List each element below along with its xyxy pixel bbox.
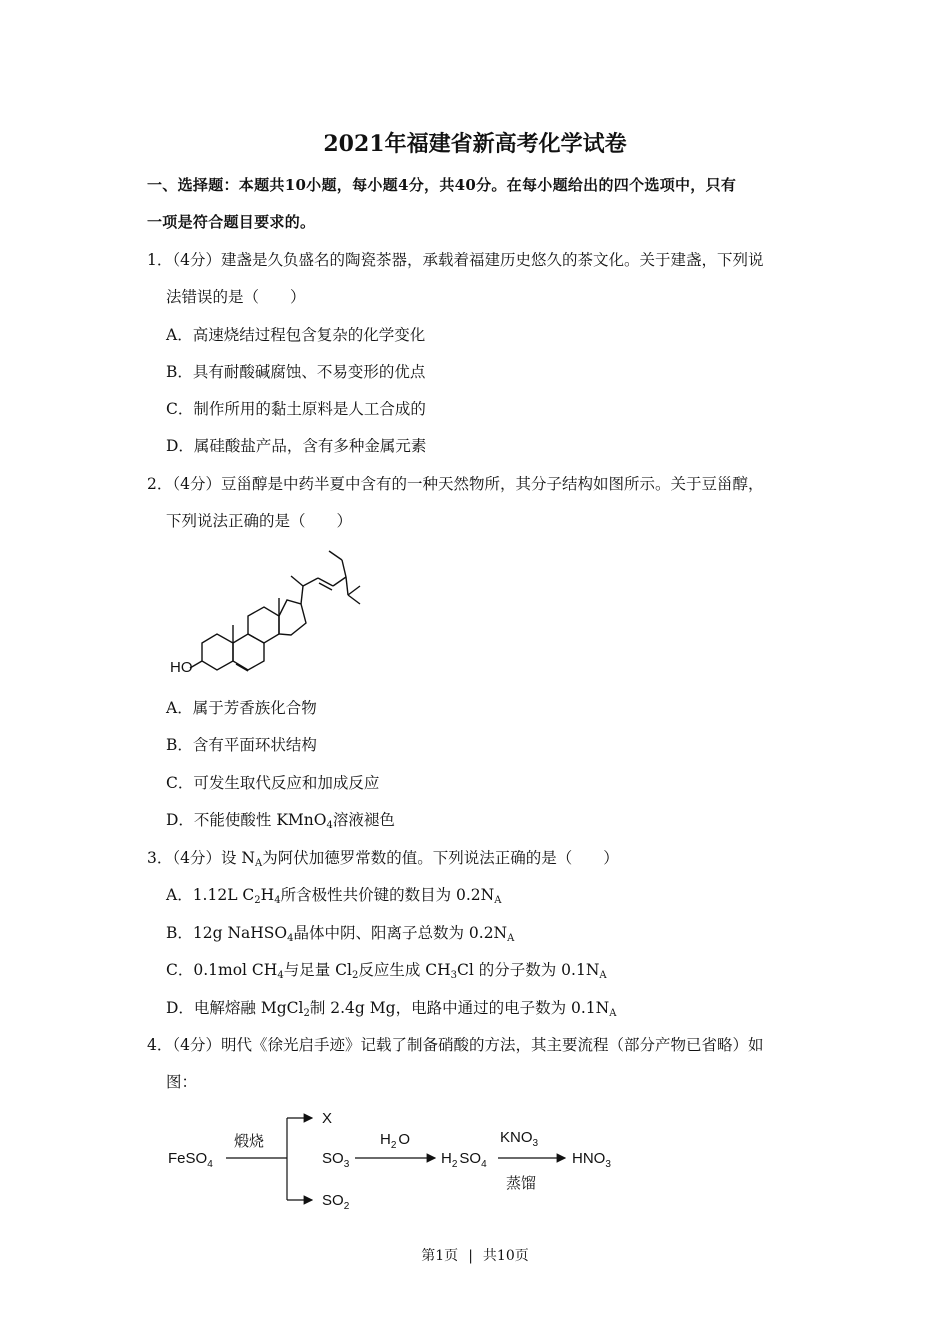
page-footer bbox=[0, 1245, 950, 1265]
question-2-option-b: B．含有平面环状结构 bbox=[166, 736, 317, 754]
question-3-option-c: C．0.1mol $CH_4$与足量 $Cl_2$反应生成 $CH_3Cl$ 的分子数为 $0.1N_A$ bbox=[166, 961, 607, 981]
question-1-stem-line1: 1．（4分）建盏是久负盛名的陶瓷茶器，承载着福建历史悠久的茶文化。关于建盏，下列说 bbox=[147, 251, 764, 269]
water-label: $H_2$ O bbox=[380, 1131, 411, 1151]
nitric-acid-label: $HNO_3$ bbox=[572, 1150, 611, 1170]
question-4-stem-line1: 4．（4分）明代《徐光启手迹》记载了制备硝酸的方法，其主要流程（部分产物已省略）如 bbox=[147, 1036, 764, 1054]
page-title: 2021年福建省新高考化学试卷 bbox=[323, 131, 627, 157]
page-number: 第1页 bbox=[421, 1248, 459, 1264]
question-2-option-c: C．可发生取代反应和加成反应 bbox=[166, 774, 380, 792]
question-1-option-a: A．高速烧结过程包含复杂的化学变化 bbox=[166, 326, 426, 344]
section-heading-line2: 一项是符合题目要求的。 bbox=[147, 213, 316, 231]
question-1-option-c: C．制作所用的黏土原料是人工合成的 bbox=[166, 400, 426, 418]
question-4-stem-line2: 图： bbox=[166, 1073, 198, 1091]
sulfuric-acid-label: $H_2$ $SO_4$ bbox=[441, 1150, 487, 1170]
hydroxyl-label: HO bbox=[170, 659, 193, 676]
distillation-label: 蒸馏 bbox=[506, 1175, 537, 1192]
question-3-stem: 3．（4分）设 $N_A$为阿伏加德罗常数的值。下列说法正确的是（ ） bbox=[147, 849, 619, 869]
question-1-stem-line2: 法错误的是（ ） bbox=[166, 288, 306, 306]
question-3-option-d: D．电解熔融 MgCl$_2$制 2.4g Mg，电路中通过的电子数为 $0.1N_A$ bbox=[166, 999, 617, 1019]
question-1-option-b: B．具有耐酸碱腐蚀、不易变形的优点 bbox=[166, 363, 426, 381]
product-x-label: X bbox=[322, 1110, 333, 1127]
total-pages: 共10页 bbox=[482, 1248, 529, 1264]
question-2-stem-line1: 2．（4分）豆甾醇是中药半夏中含有的一种天然物所，其分子结构如图所示。关于豆甾醇， bbox=[147, 475, 764, 493]
question-2-option-d: D．不能使酸性 KMnO$_4$溶液褪色 bbox=[166, 811, 395, 831]
section-heading-line1: 一、选择题：本题共10小题，每小题4分，共40分。在每小题给出的四个选项中，只有 bbox=[147, 176, 737, 194]
stigmasterol-structure-figure bbox=[160, 540, 380, 680]
question-3-option-a: A．1.12L $C_2H_4$所含极性共价键的数目为 $0.2N_A$ bbox=[166, 886, 502, 906]
so2-label: $SO_2$ bbox=[322, 1192, 350, 1212]
feso4-label: FeSO$_4$ bbox=[168, 1150, 213, 1170]
footer-separator: | bbox=[468, 1248, 473, 1264]
question-2-stem-line2: 下列说法正确的是（ ） bbox=[166, 512, 353, 530]
nitric-acid-flow-diagram bbox=[160, 1100, 640, 1220]
calcination-label: 煅烧 bbox=[234, 1133, 265, 1150]
question-1-option-d: D．属硅酸盐产品，含有多种金属元素 bbox=[166, 437, 427, 455]
question-2-option-a: A．属于芳香族化合物 bbox=[166, 699, 317, 717]
question-3-option-b: B．12g NaHSO$_4$晶体中阴、阳离子总数为 $0.2N_A$ bbox=[166, 924, 515, 944]
kno3-label: $KNO_3$ bbox=[500, 1129, 539, 1149]
so3-label: $SO_3$ bbox=[322, 1150, 350, 1170]
molecule-bonds bbox=[190, 551, 360, 671]
